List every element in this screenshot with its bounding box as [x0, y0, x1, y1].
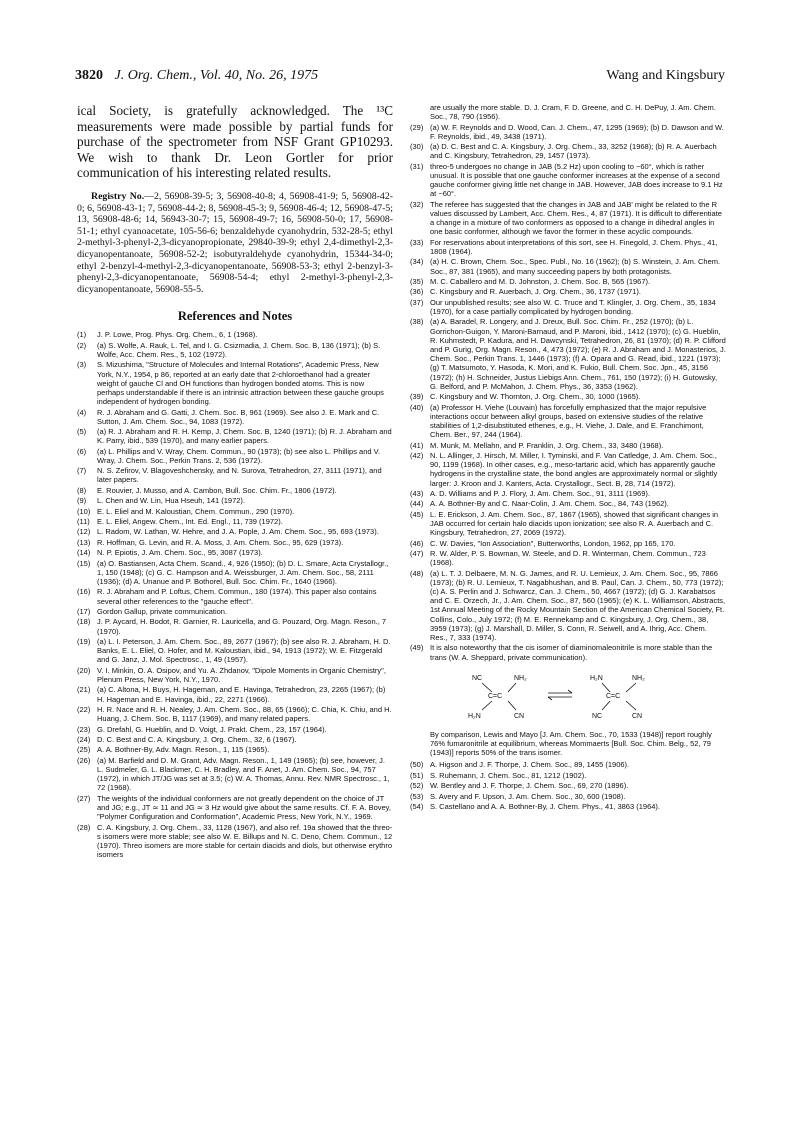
reference-entry [77, 466, 393, 484]
reference-text: Gordon Gallup, private communication. [97, 607, 228, 616]
reference-entry [77, 527, 393, 536]
running-authors: Wang and Kingsbury [606, 68, 725, 83]
scheme-comparison-text: By comparison, Lewis and Mayo [J. Am. Chem. Soc., 70, 1533 (1948)] report roughly 76% fumaronitrile at equilibrium, whereas Mommaerts [Bull. Soc. Chim. Belg., 52, 79 (1943)] reports 50% of the trans isomer. [430, 729, 712, 758]
reference-text: (a) D. C. Best and C. A. Kingsbury, J. Org. Chem., 33, 3252 (1968); (b) R. A. Auerbach and C. Kingsbury, Tetrahedron, 29, 1457 (1973). [430, 142, 717, 161]
reference-number: (33) [410, 237, 424, 247]
reference-entry [410, 200, 726, 237]
reference-text: are usually the more stable. D. J. Cram, F. D. Greene, and C. H. DePuy, J. Am. Chem. Soc., 78, 790 (1956). [430, 103, 716, 122]
reference-entry [410, 123, 726, 141]
reference-number: (48) [410, 568, 424, 578]
reference-number: (38) [410, 317, 424, 327]
reference-entry [77, 538, 393, 547]
left-column [77, 103, 393, 861]
reference-text: The referee has suggested that the changes in JAB and JAB' might be related to the R values discussed by Lambert, Acc. Chem. Res., 4, 87 (1971). It is difficult to differentiate a change in a mixture of two conformers as opposed to a change in dihedral angles in one basic conformer, although we favor the former in these acyclic compounds. [430, 199, 722, 237]
reference-text: (a) H. C. Brown, Chem. Soc., Spec. Publ., No. 16 (1962); (b) S. Winstein, J. Am. Chem. Soc., 87, 381 (1965), and many succeeding papers by both protagonists. [430, 257, 721, 276]
reference-entry [410, 569, 726, 643]
reference-number: (41) [410, 440, 424, 450]
reference-text: Our unpublished results; see also W. C. Truce and T. Klingler, J. Org. Chem., 35, 1834 (1970), for a case partially complicated by hydrogen bonding. [430, 297, 716, 316]
reference-text: S. Ruhemann, J. Chem. Soc., 81, 1212 (1902). [430, 770, 587, 780]
reference-entry [410, 277, 726, 286]
reference-number: (36) [410, 287, 424, 297]
reference-entry [77, 408, 393, 426]
reference-entry [77, 360, 393, 406]
reference-entry [77, 637, 393, 665]
reference-text: It is also noteworthy that the cis isomer of diaminomaleonitrile is more stable than the trans (W. A. Sheppard, private communication). [430, 643, 713, 662]
left-h2n-label: H₂N [468, 712, 481, 720]
reference-text: G. Drefahl, G. Hueblin, and D. Voigt, J. Prakt. Chem., 23, 157 (1964). [97, 724, 327, 734]
left-cn-label: CN [514, 712, 525, 720]
acknowledgment-paragraph: ical Society, is gratefully acknowledged. The ¹³C measurements were made possible by partial funds for purchase of the spectrometer from NSF Grant GP10293. We wish to thank Dr. Leon Gortler for prior communication of his interesting related results. [77, 103, 393, 181]
reference-entry [77, 427, 393, 445]
reference-text: R. W. Alder, P. S. Bowman, W. Steele, and D. R. Winterman, Chem. Commun., 723 (1968). [430, 548, 706, 568]
reference-entry [77, 507, 393, 516]
reference-text: N. P. Epiotis, J. Am. Chem. Soc., 95, 3087 (1973). [97, 548, 263, 558]
reference-number: (43) [410, 488, 424, 498]
reference-entry [77, 745, 393, 754]
right-nh2-label: NH₂ [632, 674, 645, 682]
reference-text: The weights of the individual conformers are not greatly dependent on the choice of JT and JG; e.g., JT ≃ 11 and JG ≃ 3 Hz would give about the same results. Cf. F. A. Bovey, "Polymer Configuration and Conformation", Academic Press, New York, N.Y., 1969. [97, 793, 391, 822]
reference-number: (3) [77, 360, 87, 370]
reference-number: (45) [410, 509, 424, 519]
reference-number: (26) [77, 755, 91, 765]
reference-text: (a) W. F. Reynolds and D. Wood, Can. J. Chem., 47, 1295 (1969); (b) D. Dawson and W. F. Reynolds, ibid., 49, 3438 (1971). [430, 122, 724, 141]
reference-entry [77, 330, 393, 339]
reference-text: E. L. Eliel, Angew. Chem., Int. Ed. Engl., 11, 739 (1972). [97, 517, 283, 527]
reference-text: N. S. Zefirov, V. Blagoveshchensky, and N. Surova, Tetrahedron, 27, 3111 (1971), and later papers. [97, 466, 382, 485]
reference-number: (14) [77, 548, 91, 558]
reference-entry [410, 499, 726, 508]
reference-number: (37) [410, 297, 424, 307]
reference-number: (10) [77, 506, 91, 516]
right-double-bond: C=C [606, 692, 621, 700]
reference-number: (2) [77, 340, 87, 350]
reference-text: H. R. Nace and R. H. Nealey, J. Am. Chem. Soc., 88, 65 (1966); C. Chia, K. Chiu, and H. Huang, J. Chem. Soc. B, 1117 (1969), and many related papers. [97, 704, 392, 724]
reference-number: (32) [410, 199, 424, 209]
reference-number: (52) [410, 781, 424, 791]
reference-text: threo-5 undergoes no change in JAB (5.2 Hz) upon cooling to −60°, which is rather unusual. It is possible that one gauche conformer increases at the expense of a second gauche conformer giving little net change in JAB. However, JAB does increase to 9.1 Hz at −60°. [430, 161, 723, 199]
reference-entry [77, 705, 393, 723]
left-double-bond: C=C [488, 692, 503, 700]
header-left [75, 68, 318, 84]
right-h2n-label: H₂N [590, 674, 603, 682]
reference-text: (a) A. Baradel, R. Longery, and J. Dreux, Bull. Soc. Chim. Fr., 252 (1970); (b) L. Gorrichon-Guigon, Y. Maroni-Barnaud, and P. Maroni, ibid., 1412 (1970); (c) G. Hueblin, R. Kuhmstedt, P. Kadura, and H. Dawcynski, Tetrahedron, 26, 81 (1970); (d) R. P. Clifford and P. Gurig, Org. Magn. Reson., 4, 473 (1972); (e) R. J. Abraham and J. Monasterios, J. Chem. Soc., Perkin Trans. 1, 1446 (1973); (f) A. Oparа and G. Read, ibid., 1221 (1973); (g) T. Matsumoto, Y. Hasoda, K. Mori, and K. Fukio, Bull. Chem. Soc. Jpn., 45, 3156 (1972); (h) H. Schneider, Justus Liebigs Ann. Chem., 761, 150 (1972); (i) H. Gutowsky, G. Belford, and P. McMahon, J. Chem. Phys., 36, 3353 (1962). [430, 317, 726, 391]
reference-text: C. Kingsbury and W. Thornton, J. Org. Chem., 30, 1000 (1965). [430, 392, 641, 402]
reference-entry [77, 725, 393, 734]
reference-entry [77, 685, 393, 703]
reference-entry [77, 548, 393, 557]
reference-text: C. W. Davies, "Ion Association", Butterworths, London, 1962, pp 165, 170. [430, 538, 676, 548]
reference-number: (19) [77, 636, 91, 646]
reference-entry [410, 539, 726, 548]
reference-text: (a) O. Bastiansen, Acta Chem. Scand., 4, 926 (1950); (b) D. L. Smare, Acta Crystallogr., 1, 150 (1948); (c) G. C. Hampson and A. Weissburger, J. Am. Chem. Soc., 58, 2111 (1936); (d) A. Unanue and P. Bothorel, Bull. Soc. Chim. Fr., 1640 (1966). [97, 558, 389, 587]
reference-text: W. Bentley and J. F. Thorpe, J. Chem. Soc., 69, 270 (1896). [430, 781, 629, 791]
reference-entry [410, 549, 726, 567]
reference-entry [77, 617, 393, 635]
reference-number: (5) [77, 427, 87, 437]
reference-number: (47) [410, 548, 424, 558]
reference-number: (44) [410, 499, 424, 509]
registry-label: Registry No. [91, 190, 145, 202]
reference-text: (a) Professor H. Viehe (Louvain) has forcefully emphasized that the major repulsive interactions occur between alkyl groups, based on extensive studies of the relative stabilities of 1,2-disubstituted ethenes, e.g., H. Viehe, J. Dale, and E. Franchimont, Chem. Ber., 97, 244 (1964). [430, 402, 707, 440]
journal-citation: J. Org. Chem., Vol. 40, No. 26, 1975 [114, 68, 319, 83]
reference-text: L. Radom, W. Lathan, W. Hehre, and J. A. Pople, J. Am. Chem. Soc., 95, 693 (1973). [97, 527, 379, 537]
reference-number: (20) [77, 665, 91, 675]
left-nh2-label: NH₂ [514, 674, 527, 682]
reference-text: M. Munk, M. Mellahn, and P. Franklin, J. Org. Chem., 33, 3480 (1968). [430, 440, 664, 450]
reference-text: M. C. Caballero and M. D. Johnston, J. Chem. Soc. B, 565 (1967). [430, 276, 651, 286]
right-nc-label: NC [592, 712, 603, 720]
reference-number: (49) [410, 643, 424, 653]
reference-text: D. C. Best and C. A. Kingsbury, J. Org. Chem., 32, 6 (1967). [97, 734, 297, 744]
reference-text: (a) L. T. J. Delbaere, M. N. G. James, and R. U. Lemieux, J. Am. Chem. Soc., 95, 7866 (1973); (b) R. U. Lemieux, T. Nagabhushan, and B. Paul, Can. J. Chem., 50, 773 (1972); (c) A. S. Perlin and J. Schwarcz, Can. J. Chem., 50, 4667 (1972); (d) G. J. Karabatsos and C. E. Orzech, Jr., J. Am. Chem. Soc., 87, 560 (1965); (e) K. L. Williamson, Abstracts, 1st Annual Meeting of the Rocky Mountain Section of the American Chemical Society, Ft. Collins, Colo., July 1972; (f) M. E. Rennekamp and C. Kingsbury, J. Org. Chem., 38, 3959 (1973); (g) J. Marshall, D. Miller, S. Conn, R. Seiwell, and A. Ihrig, Acc. Chem. Res., 7, 333 (1974). [430, 568, 726, 642]
reference-entry [410, 162, 726, 199]
reference-list-right [410, 103, 726, 662]
reference-text: S. Mizushima, "Structure of Molecules and Internal Rotations", Academic Press, New York, N.Y., 1954, p 86, reported at an early date that 2-chloroethanol had a greater weight of gauche Cl and OH functions than hydrogen bonded atoms. This is now perhaps understandable if there is an intrinsic attraction between these gauche groups independent of hydrogen bonding. [97, 360, 384, 407]
reference-text: A. Higson and J. F. Thorpe, J. Chem. Soc., 89, 1455 (1906). [430, 760, 630, 770]
reference-entry [410, 760, 726, 769]
reference-entry [77, 486, 393, 495]
reference-text: E. Rouvier, J. Musso, and A. Cambon, Bull. Soc. Chim. Fr., 1806 (1972). [97, 485, 337, 495]
reference-number: (46) [410, 538, 424, 548]
reference-entry [410, 103, 726, 121]
reference-entry [410, 392, 726, 401]
reference-number: (6) [77, 446, 87, 456]
reference-number: (22) [77, 704, 91, 714]
reference-entry [410, 403, 726, 440]
reference-entry [410, 441, 726, 450]
reference-number: (16) [77, 587, 91, 597]
reference-list-right-end [410, 760, 726, 811]
reference-number: (50) [410, 760, 424, 770]
reference-entry [77, 559, 393, 587]
reference-number: (51) [410, 770, 424, 780]
reference-text: S. Avery and F. Upson, J. Am. Chem. Soc., 30, 600 (1908). [430, 791, 626, 801]
references-heading: References and Notes [177, 309, 293, 324]
reference-entry [410, 643, 726, 661]
reference-text: (a) S. Wolfe, A. Rauk, L. Tel, and I. G. Csizmadia, J. Chem. Soc. B, 136 (1971); (b) S. Wolfe, Acc. Chem. Res., 5, 102 (1972). [97, 340, 381, 359]
reference-number: (27) [77, 793, 91, 803]
reference-entry [410, 489, 726, 498]
reference-number: (54) [410, 801, 424, 811]
reference-entry [410, 771, 726, 780]
reference-number: (18) [77, 617, 91, 627]
page-header [75, 68, 725, 90]
reference-entry [77, 587, 393, 605]
reference-entry [77, 666, 393, 684]
registry-paragraph [77, 191, 393, 295]
reference-number: (29) [410, 122, 424, 132]
reference-number: (11) [77, 517, 90, 527]
diaminomaleonitrile-equilibrium-diagram [410, 666, 726, 726]
reference-text: (a) R. J. Abraham and R. H. Kemp, J. Chem. Soc. B, 1240 (1971); (b) R. J. Abraham and K. Parry, ibid., 539 (1970), and many earlier papers. [97, 427, 392, 446]
reference-entry [410, 510, 726, 538]
reference-entry [410, 781, 726, 790]
reference-text: R. Hoffman, G. Levin, and R. A. Moss, J. Am. Chem. Soc., 95, 629 (1973). [97, 537, 344, 547]
reference-entry [77, 447, 393, 465]
reference-number: (15) [77, 558, 91, 568]
reference-entry [77, 607, 393, 616]
reference-number: (8) [77, 485, 87, 495]
reference-text: R. J. Abraham and P. Loftus, Chem. Commun., 180 (1974). This paper also contains several other references to the "gauche effect". [97, 587, 377, 606]
reference-text: J. P. Lowe, Prog. Phys. Org. Chem., 6, 1 (1968). [97, 330, 258, 340]
reference-number: (7) [77, 466, 87, 476]
right-column [410, 103, 726, 812]
reference-text: C. Kingsbury and R. Auerbach, J. Org. Chem., 36, 1737 (1971). [430, 287, 641, 297]
reference-text: A. A. Bothner-By and C. Naar-Colin, J. Am. Chem. Soc., 84, 743 (1962). [430, 499, 669, 509]
reference-entry [410, 451, 726, 488]
reference-number: (39) [410, 392, 424, 402]
reference-number: (25) [77, 745, 91, 755]
reference-number: (35) [410, 276, 424, 286]
reference-number [410, 103, 430, 121]
right-cn-label: CN [632, 712, 643, 720]
reference-entry [77, 823, 393, 860]
reference-entry [77, 794, 393, 822]
reference-text: L. E. Erickson, J. Am. Chem. Soc., 87, 1867 (1965), showed that significant changes in JAB occurred for certain halo diacids upon ionization; see also R. A. Auerbach and C. Kingsbury, Tetrahedron, 27, 2069 (1972). [430, 509, 719, 538]
reference-number: (28) [77, 822, 91, 832]
reference-text: A. D. Williams and P. J. Flory, J. Am. Chem. Soc., 91, 3111 (1969). [430, 488, 650, 498]
reference-number: (40) [410, 402, 424, 412]
reference-entry [410, 287, 726, 296]
reference-entry [410, 257, 726, 275]
reference-entry [77, 735, 393, 744]
reference-number: (42) [410, 450, 424, 460]
reference-text: R. J. Abraham and G. Gatti, J. Chem. Soc. B, 961 (1969). See also J. E. Mark and C. Sutton, J. Am. Chem. Soc., 94, 1083 (1972). [97, 407, 380, 426]
reference-text: E. L. Eliel and M. Kaloustian, Chem. Commun., 290 (1970). [97, 506, 295, 516]
reference-entry [77, 517, 393, 526]
reference-entry [410, 317, 726, 391]
reference-text: (a) C. Altona, H. Buys, H. Hageman, and E. Havinga, Tetrahedron, 23, 2265 (1967); (b) H. Hageman and E. Havinga, ibid., 22, 2271 (1966). [97, 685, 386, 704]
reference-number: (1) [77, 330, 87, 340]
reference-text: (a) L. I. Peterson, J. Am. Chem. Soc., 89, 2677 (1967); (b) see also R. J. Abraham, H. D. Banks, E. L. Eliel, O. Hofer, and M. Kaloustian, ibid., 94, 1913 (1972); W. E. Fitzgerald and G. Janz, J. Mol. Spectrosc., 1, 49 (1957). [97, 636, 391, 665]
reference-number: (24) [77, 734, 91, 744]
reference-entry [410, 142, 726, 160]
reference-text: L. Chen and W. Lin, Hua Hseuh, 141 (1972). [97, 496, 246, 506]
reference-text: (a) M. Barfield and D. M. Grant, Adv. Magn. Reson., 1, 149 (1965); (b) see, however, J. L. Sudmeler, G. L. Blackmer, C. H. Bradley, and F. Anet, J. Am. Chem. Soc., 94, 757 (1972), in which JT/JG was set at 3.5; (c) W. A. Thomas, Annu. Rev. NMR Spectrosc., 1, 72 (1968). [97, 755, 390, 793]
reference-number: (34) [410, 257, 424, 267]
reference-entry [77, 341, 393, 359]
reference-text: A. A. Bothner-By, Adv. Magn. Reson., 1, 115 (1965). [97, 745, 270, 755]
reference-text: N. L. Allinger, J. Hirsch, M. Miller, I. Tyminski, and F. Van Catledge, J. Am. Chem. Soc., 90, 1199 (1968). In other cases, e.g., meso-tartaric acid, which has apparently gauche hydrogens in the crystalline state, the bond angles are approximately normal or slightly larger: J. Kroon and J. Kanters, Acta. Crystallogr., Sect. B, 28, 714 (1972). [430, 450, 718, 488]
reference-number: (21) [77, 685, 91, 695]
reference-entry [410, 792, 726, 801]
reference-number: (30) [410, 142, 424, 152]
reference-text: (a) L. Phillips and V. Wray, Chem. Commun., 90 (1973); (b) see also L. Phillips and V. Wray, J. Chem. Soc., Perkin Trans. 2, 536 (1972). [97, 446, 381, 465]
reference-list-left [77, 330, 393, 859]
reference-text: C. A. Kingsbury, J. Org. Chem., 33, 1128 (1967), and also ref. 19a showed that the threo-s isomers were more stable; see also W. E. Billups and N. C. Deno, Chem. Commun., 12 (1970). Threo isomers are more stable for certain diacids and diols, but otherwise erythro isomers [97, 822, 393, 860]
reference-text: J. P. Aycard, H. Bodot, R. Garnier, R. Lauricella, and G. Pouzard, Org. Magn. Reson., 7 (1970). [97, 617, 387, 636]
reference-entry [77, 756, 393, 793]
reference-entry [410, 298, 726, 316]
reference-number: (9) [77, 496, 87, 506]
reference-number: (4) [77, 407, 87, 417]
reference-text: For reservations about interpretations of this sort, see H. Finegold, J. Chem. Phys., 41, 1808 (1964). [430, 237, 718, 256]
left-nc-label: NC [472, 674, 483, 682]
reference-entry [77, 496, 393, 505]
equilibrium-scheme [410, 666, 726, 726]
reference-number: (13) [77, 537, 91, 547]
reference-number: (23) [77, 724, 91, 734]
reference-text: V. I. Minkin, O. A. Osipov, and Yu. A. Zhdanov, "Dipole Moments in Organic Chemistry", Plenum Press, New York, N.Y., 1970. [97, 665, 386, 684]
reference-number: (17) [77, 607, 91, 616]
reference-text: S. Castellano and A. A. Bothner-By, J. Chem. Phys., 41, 3863 (1964). [430, 801, 660, 811]
reference-number: (12) [77, 527, 91, 537]
reference-entry [410, 802, 726, 811]
reference-number: (53) [410, 791, 424, 801]
reference-number: (31) [410, 161, 424, 171]
page-number: 3820 [75, 68, 103, 83]
reference-entry [410, 238, 726, 256]
registry-numbers: —2, 56908-39-5; 3, 56908-40-8; 4, 56908-41-9; 5, 56908-42-0; 6, 56908-43-1; 7, 56908-44-2; 8, 56908-45-3; 9, 56908-46-4; 12, 56908-47-5; 13, 56908-48-6; 14, 56943-30-7; 15, 56908-49-7; 16, 56908-50-0; 17, 56908-51-1; ethyl cyanoacetate, 105-56-6; benzaldehyde cyanohydrin, 532-28-5; ethyl 2-methyl-3-phenyl-2,3-dicyanopropionate, 29840-39-9; ethyl 2,4-dimethyl-2,3-dicyanopentanoate, 56908-52-2; isobutyraldehyde cyanohydrin, 15344-34-0; ethyl 2-benzyl-4-methyl-2,3-dicyanopentanoate, 56908-53-3; ethyl 2-benzyl-3-phenyl-2,3-dicyanopentanoate, 56908-54-4; ethyl 2-methyl-3-phenyl-2,3-dicyanopentanoate, 56908-55-5. [77, 190, 393, 295]
